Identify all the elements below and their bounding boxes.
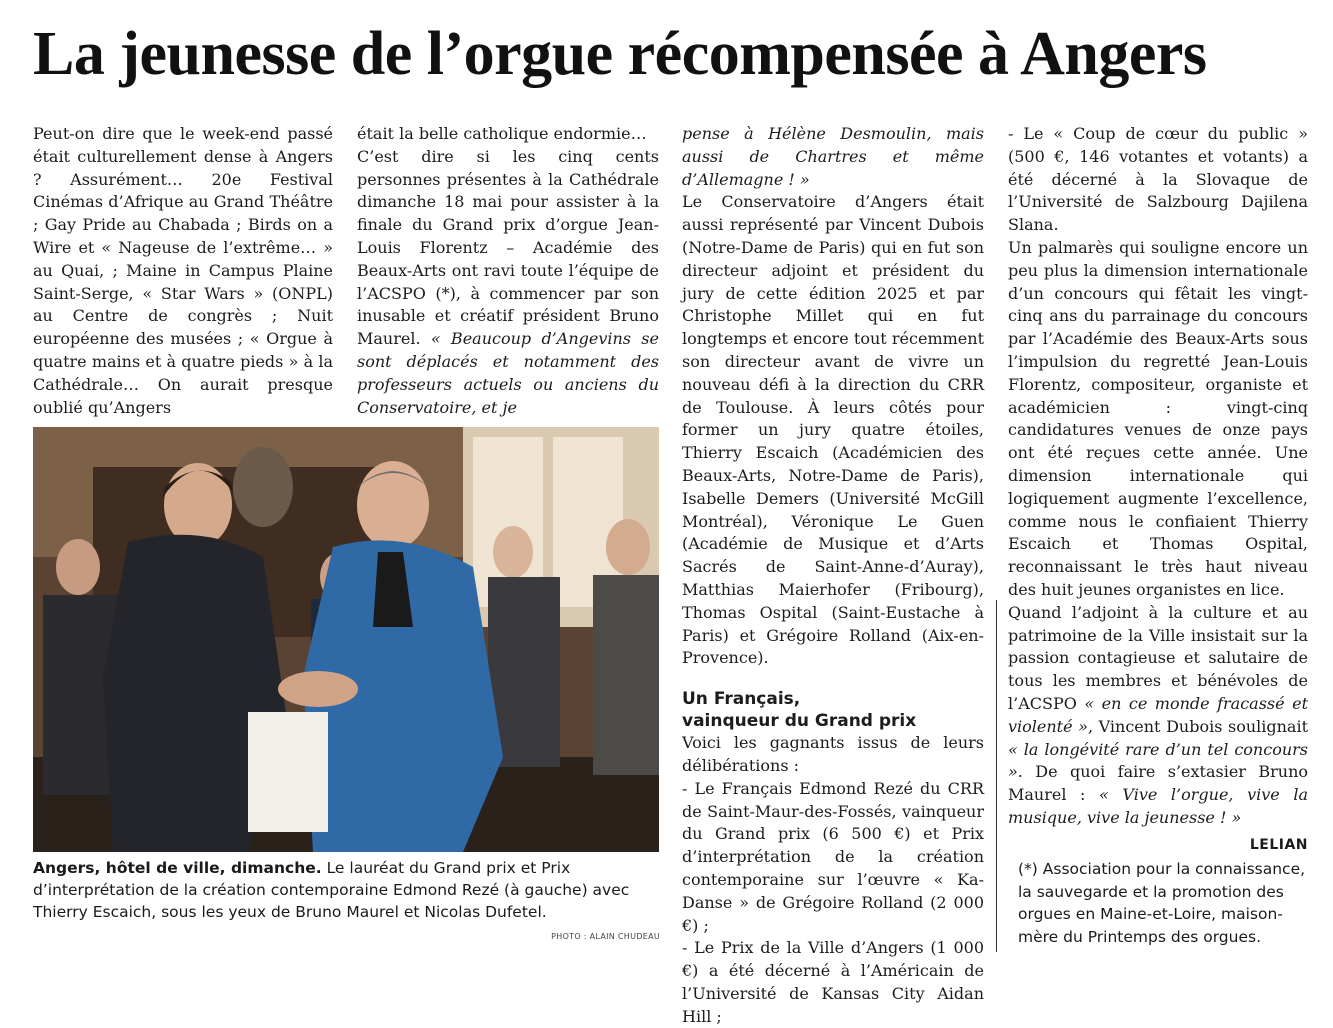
paragraph xyxy=(357,146,659,420)
column-divider xyxy=(996,600,997,952)
paragraph: Un palmarès qui souligne encore un peu plus la dimension internationale d’un concours qui fêtait les vingt-cinq ans du parrainage du concours par l’Académie des Beaux-Arts sous l’impulsion du regretté Jean-Louis Florentz, compositeur, organiste et académicien : vingt-cinq candidatures venues de onze pays ont été reçues cette année. Une dimension internationale qui logiquement augmente l’excellence, comme nous le confiaient Thierry Escaich et Thomas Ospital, reconnaissant le très haut niveau des huit jeunes organistes en lice. xyxy=(1008,237,1308,599)
paragraph-text: . De quoi faire s’extasier Bruno Maurel : xyxy=(1008,762,1308,805)
article-column-3 xyxy=(682,123,984,1028)
paragraph: était la belle catholique endormie… xyxy=(357,124,647,143)
paragraph: Le Conservatoire d’Angers était aussi représenté par Vincent Dubois (Notre-Dame de Paris) qui en fut son directeur adjoint et président du jury de cette édition 2025 et par Christophe Millet qui en fut longtemps et encore tout récemment son directeur avant de vivre un nouveau défi à la direction du CRR de Toulouse. À leurs côtés pour former un jury quatre étoiles, Thierry Escaich (Académicien des Beaux-Arts, Notre-Dame de Paris), Isabelle Demers (Université McGill Montréal), Véronique Le Guen (Académie de Musique et d’Arts Sacrés de Saint-Anne-d’Auray), Matthias Maierhofer (Fribourg), Thomas Ospital (Saint-Eustache à Paris) et Grégoire Rolland (Aix-en-Provence). xyxy=(682,192,984,668)
author-signature: LELIAN xyxy=(1249,836,1308,853)
paragraph: Peut-on dire que le week-end passé était culturellement dense à Angers ? Assurément… 20e Festival Cinémas d’Afrique au Grand Théâtre ; Gay Pride au Chabada ; Birds on a Wire et « Nageuse de l’extrême… » au Quai, ; Maine in Campus Plaine Saint-Serge, « Star Wars » (ONPL) au Centre de congrès ; Nuit européenne des musées ; « Orgue à quatre mains et à quatre pieds » à la Cathédrale… On aurait presque oublié qu’Angers xyxy=(33,124,333,417)
paragraph: Voici les gagnants issus de leurs délibérations : xyxy=(682,733,984,775)
article-column-2 xyxy=(357,123,659,419)
photo-illustration xyxy=(33,427,659,852)
caption-text: Le lauréat du Grand prix et Prix d’interprétation de la création contemporaine Edmond Rezé (à gauche) avec Thierry Escaich, sous les yeux de Bruno Maurel et Nicolas Dufetel. xyxy=(33,859,630,921)
paragraph-text: , Vincent Dubois soulignait xyxy=(1087,716,1308,736)
article-column-4 xyxy=(1008,123,1308,857)
subheading-line: vainqueur du Grand prix xyxy=(682,711,917,732)
paragraph: - Le « Coup de cœur du public » (500 €, 146 votantes et votants) a été décerné à la Slovaque de l’Université de Salzbourg Dajilena Slana. xyxy=(1008,124,1308,235)
caption-lead: Angers, hôtel de ville, dimanche. xyxy=(33,859,322,877)
quote: « la longévité rare d’un tel concours » xyxy=(1008,739,1308,782)
article-column-1 xyxy=(33,123,333,419)
paragraph: - Le Prix de la Ville d’Angers (1 000 €) a été décerné à l’Américain de l’Université de Kansas City Aidan Hill ; xyxy=(682,938,984,1026)
paragraph xyxy=(1008,602,1308,830)
headline: La jeunesse de l’orgue récompensée à Angers xyxy=(33,20,1207,88)
quote: « Vive l’orgue, vive la musique, vive la jeunesse ! » xyxy=(1008,785,1309,827)
photo-credit: PHOTO : ALAIN CHUDEAU xyxy=(551,932,660,941)
subheading-line: Un Français, xyxy=(682,689,801,710)
paragraph-text: C’est dire si les cinq cents personnes présentes à la Cathédrale dimanche 18 mai pour assister à la finale du Grand prix d’orgue Jean-Louis Florentz – Académie des Beaux-Arts ont ravi toute l’équipe de l’ACSPO (*), à commencer par son inusable et créatif président Bruno Maurel. xyxy=(357,146,659,349)
subheading xyxy=(682,688,984,732)
paragraph-text: Quand l’adjoint à la culture et au patrimoine de la Ville insistait sur la passion contagieuse et salutaire de tous les membres et bénévoles de l’ACSPO xyxy=(1008,602,1308,713)
footnote: (*) Association pour la connaissance, la sauvegarde et la promotion des orgues en Maine-et-Loire, maison-mère du Printemps des orgues. xyxy=(1018,860,1306,946)
photo-caption xyxy=(33,857,659,923)
quote: pense à Hélène Desmoulin, mais aussi de Chartres et même d’Allemagne ! » xyxy=(682,124,984,189)
paragraph: - Le Français Edmond Rezé du CRR de Saint-Maur-des-Fossés, vainqueur du Grand prix (6 500 €) et Prix d’interprétation de la création contemporaine sur l’œuvre « Ka-Danse » de Grégoire Rolland (2 000 €) ; xyxy=(682,778,984,935)
quote: « en ce monde fracassé et violenté » xyxy=(1008,693,1309,736)
article-photo xyxy=(33,427,659,852)
quote: « Beaucoup d’Angevins se sont déplacés et notamment des professeurs actuels ou anciens du Conservatoire, et je xyxy=(357,329,659,417)
